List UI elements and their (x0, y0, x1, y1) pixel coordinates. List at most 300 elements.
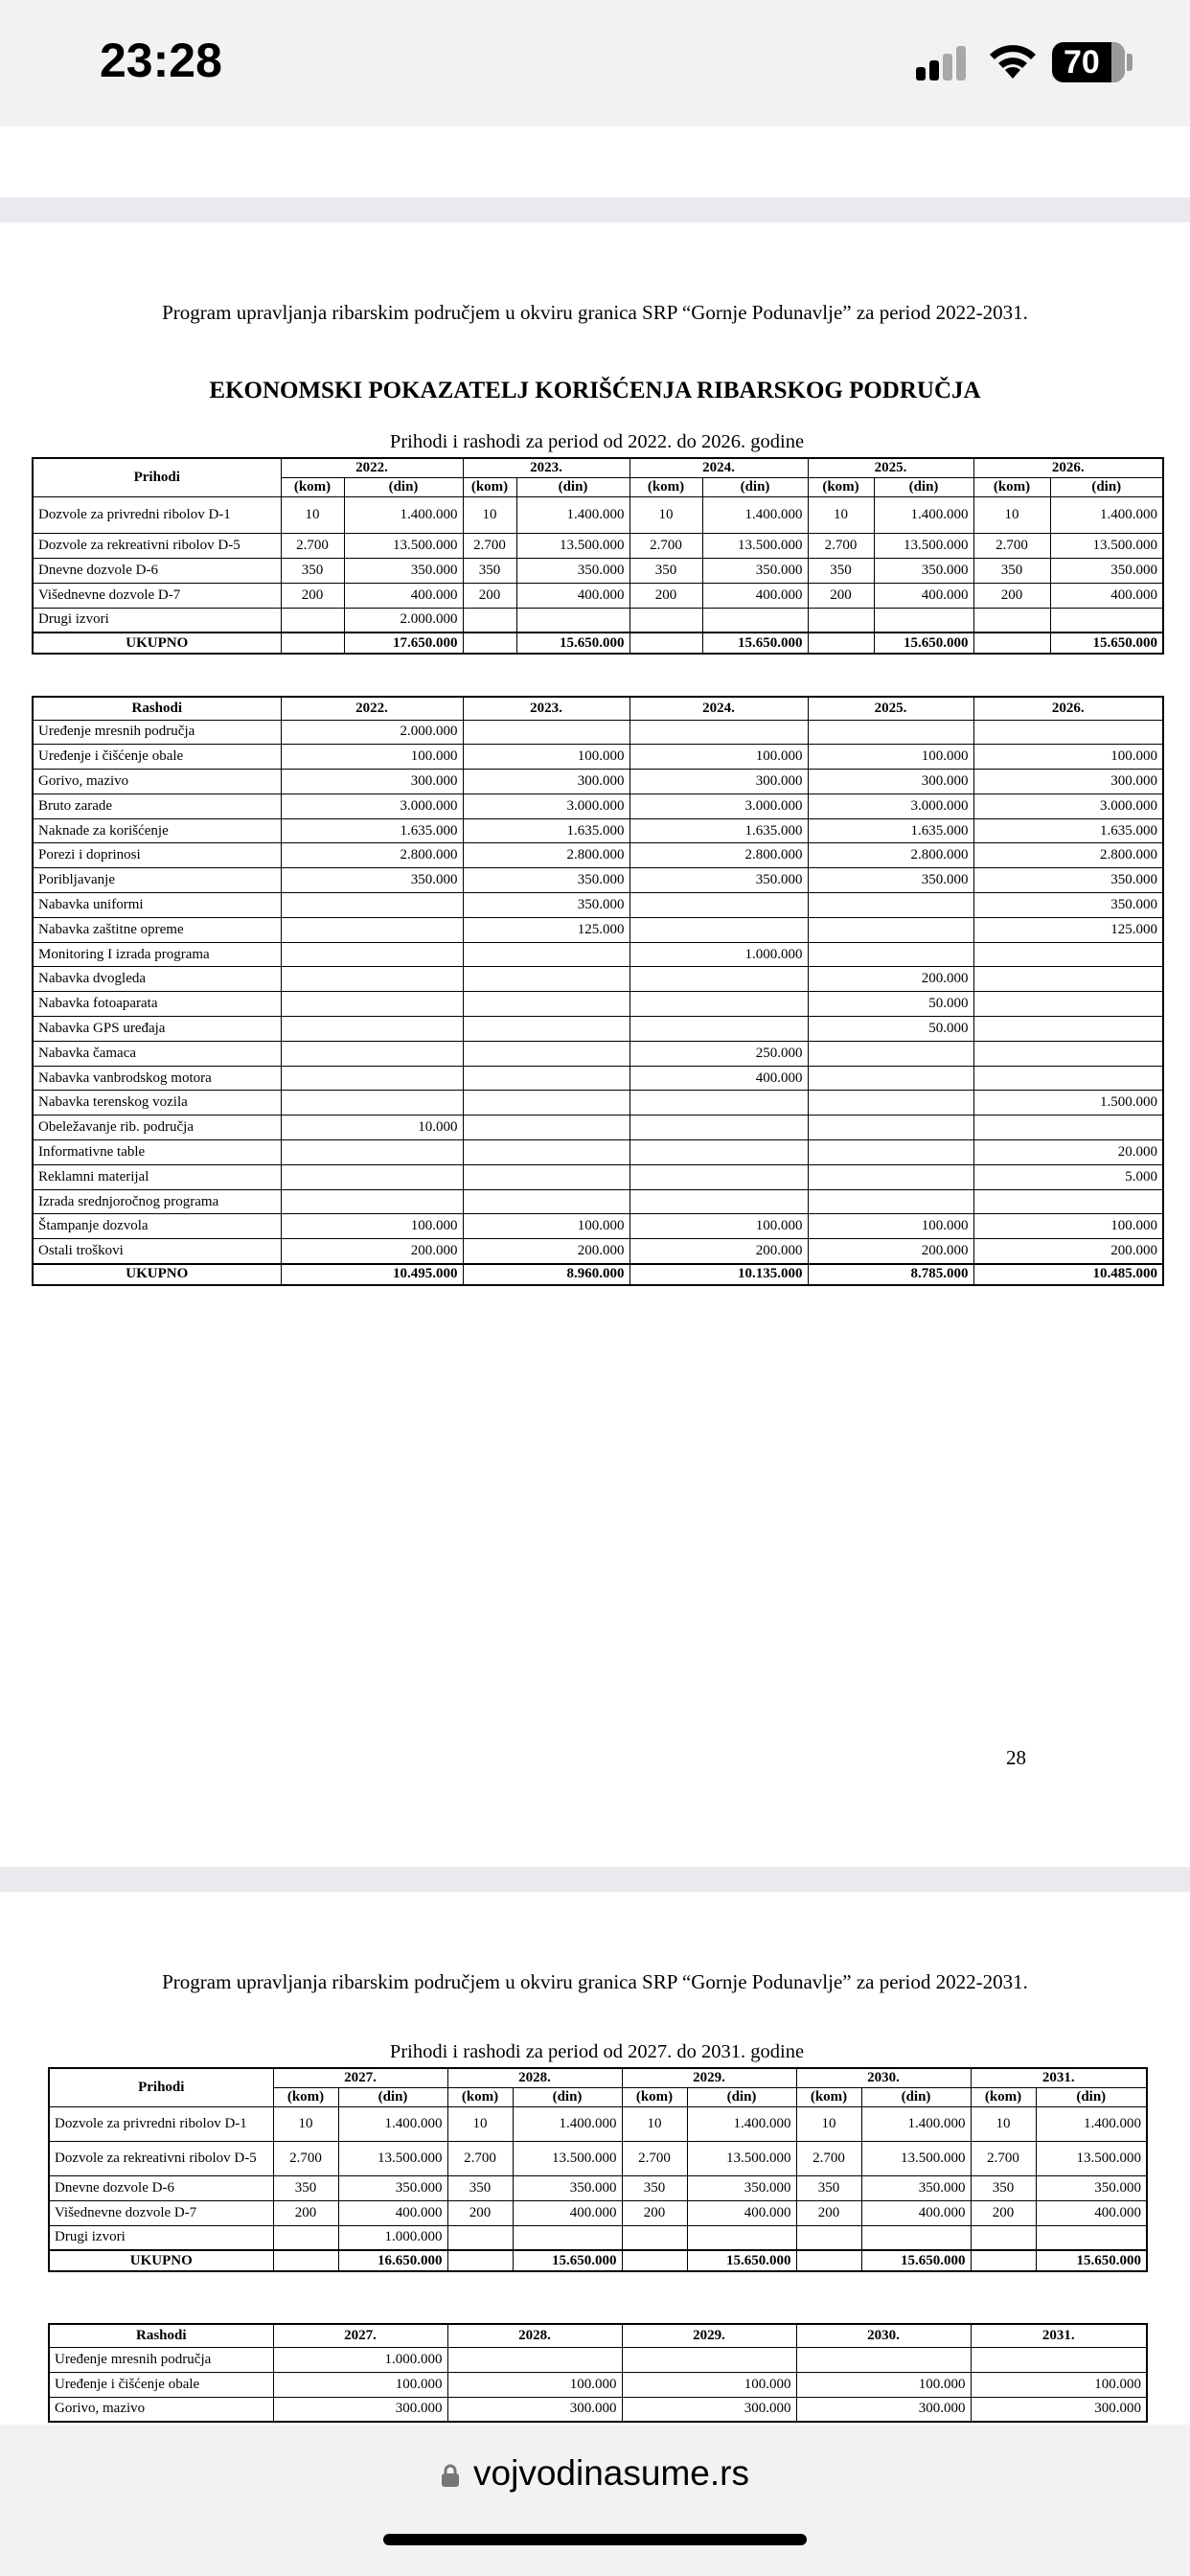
amount-cell (629, 1017, 808, 1042)
total-cell (463, 632, 516, 654)
table-row (33, 967, 1163, 992)
amount-cell: 13.500.000 (338, 2141, 447, 2175)
total-cell: 10.495.000 (281, 1264, 463, 1285)
total-cell: 15.650.000 (687, 2250, 796, 2271)
amount-cell: 350.000 (687, 2175, 796, 2200)
table-row (33, 1041, 1163, 1066)
amount-cell (463, 1116, 629, 1140)
amount-cell (629, 1140, 808, 1165)
amount-cell: 300.000 (971, 2397, 1147, 2422)
unit-kom-header: (kom) (273, 2087, 338, 2106)
amount-cell (463, 1017, 629, 1042)
quantity-cell: 2.700 (973, 533, 1050, 558)
amount-cell (447, 2347, 622, 2372)
row-label: Dnevne dozvole D-6 (49, 2175, 273, 2200)
amount-cell: 3.000.000 (629, 794, 808, 818)
amount-cell: 2.800.000 (973, 843, 1163, 868)
total-row (33, 632, 1163, 654)
amount-cell: 100.000 (629, 745, 808, 770)
amount-cell: 200.000 (808, 1239, 973, 1264)
row-label: Nabavka vanbrodskog motora (33, 1066, 281, 1091)
quantity-cell: 2.700 (808, 533, 874, 558)
quantity-cell (273, 2225, 338, 2250)
amount-cell: 100.000 (796, 2372, 971, 2397)
amount-cell: 350.000 (808, 868, 973, 893)
amount-cell: 350.000 (861, 2175, 971, 2200)
row-label: Višednevne dozvole D-7 (49, 2200, 273, 2225)
quantity-cell: 10 (447, 2106, 513, 2141)
amount-cell (629, 992, 808, 1017)
amount-cell: 13.500.000 (702, 533, 808, 558)
quantity-cell: 2.700 (971, 2141, 1036, 2175)
table-row (49, 2141, 1147, 2175)
amount-cell: 1.000.000 (273, 2347, 447, 2372)
amount-cell (281, 942, 463, 967)
row-label: Nabavka uniformi (33, 893, 281, 918)
status-time: 23:28 (100, 34, 222, 87)
total-cell: 15.650.000 (516, 632, 629, 654)
unit-kom-header: (kom) (808, 477, 874, 496)
amount-cell (463, 1041, 629, 1066)
amount-cell: 400.000 (629, 1066, 808, 1091)
quantity-cell: 2.700 (622, 2141, 687, 2175)
amount-cell (808, 1041, 973, 1066)
amount-cell (808, 1116, 973, 1140)
table-row (33, 1239, 1163, 1264)
total-cell: 15.650.000 (874, 632, 973, 654)
row-label: Dnevne dozvole D-6 (33, 558, 281, 583)
amount-cell: 350.000 (516, 558, 629, 583)
row-label: Dozvole za rekreativni ribolov D-5 (49, 2141, 273, 2175)
year-header: 2030. (796, 2068, 971, 2087)
year-header: 2023. (463, 697, 629, 720)
quantity-cell: 200 (973, 583, 1050, 608)
amount-cell (281, 893, 463, 918)
total-cell: 16.650.000 (338, 2250, 447, 2271)
year-header: 2028. (447, 2068, 622, 2087)
amount-cell (629, 893, 808, 918)
amount-cell: 125.000 (463, 917, 629, 942)
total-cell (622, 2250, 687, 2271)
quantity-cell: 10 (622, 2106, 687, 2141)
row-label: Uređenje i čišćenje obale (33, 745, 281, 770)
amount-cell (973, 1116, 1163, 1140)
amount-cell (463, 1164, 629, 1189)
amount-cell: 300.000 (808, 770, 973, 794)
quantity-cell: 350 (447, 2175, 513, 2200)
amount-cell (971, 2347, 1147, 2372)
amount-cell: 350.000 (874, 558, 973, 583)
amount-cell: 350.000 (463, 893, 629, 918)
unit-kom-header: (kom) (622, 2087, 687, 2106)
browser-bottom-bar (0, 2425, 1190, 2576)
amount-cell: 125.000 (973, 917, 1163, 942)
amount-cell (808, 1140, 973, 1165)
amount-cell (629, 1116, 808, 1140)
home-indicator[interactable] (383, 2534, 807, 2545)
table-row (49, 2106, 1147, 2141)
amount-cell: 3.000.000 (281, 794, 463, 818)
lock-icon (441, 2464, 460, 2487)
quantity-cell: 10 (281, 496, 344, 533)
amount-cell: 2.000.000 (344, 608, 463, 632)
expenses-table (48, 2323, 1148, 2423)
table-row (33, 583, 1163, 608)
amount-cell: 1.635.000 (808, 818, 973, 843)
quantity-cell: 200 (808, 583, 874, 608)
address-bar[interactable] (0, 2453, 1190, 2494)
url-text: vojvodinasume.rs (473, 2453, 749, 2493)
total-cell (629, 632, 702, 654)
amount-cell: 400.000 (516, 583, 629, 608)
unit-kom-header: (kom) (629, 477, 702, 496)
page-header: Program upravljanja ribarskim područjem u okviru granica SRP “Gornje Podunavlje” za period 2022-2031. (162, 301, 1028, 324)
quantity-cell: 2.700 (447, 2141, 513, 2175)
unit-din-header: (din) (874, 477, 973, 496)
amount-cell: 20.000 (973, 1140, 1163, 1165)
total-cell (808, 632, 874, 654)
row-label: Nabavka zaštitne opreme (33, 917, 281, 942)
table-row (49, 2347, 1147, 2372)
year-header: 2028. (447, 2324, 622, 2347)
total-label: UKUPNO (49, 2250, 273, 2271)
unit-din-header: (din) (861, 2087, 971, 2106)
row-label: Izrada srednjoročnog programa (33, 1189, 281, 1214)
amount-cell: 100.000 (808, 745, 973, 770)
amount-cell (281, 1066, 463, 1091)
amount-cell (281, 917, 463, 942)
amount-cell: 400.000 (687, 2200, 796, 2225)
amount-cell (281, 1091, 463, 1116)
table-caption: Prihodi i rashodi za period od 2022. do 2026. godine (389, 431, 805, 452)
amount-cell (808, 1066, 973, 1091)
row-label: Nabavka dvogleda (33, 967, 281, 992)
amount-cell: 100.000 (281, 745, 463, 770)
amount-cell: 100.000 (463, 745, 629, 770)
total-cell: 15.650.000 (513, 2250, 622, 2271)
amount-cell (629, 917, 808, 942)
amount-cell: 350.000 (973, 868, 1163, 893)
quantity-cell (447, 2225, 513, 2250)
amount-cell (516, 608, 629, 632)
table-row (49, 2175, 1147, 2200)
income-header: Prihodi (33, 458, 281, 496)
amount-cell: 1.400.000 (702, 496, 808, 533)
battery-icon (1052, 42, 1125, 82)
amount-cell: 400.000 (1036, 2200, 1147, 2225)
row-label: Porezi i doprinosi (33, 843, 281, 868)
table-row (33, 1140, 1163, 1165)
quantity-cell: 350 (463, 558, 516, 583)
year-header: 2026. (973, 458, 1163, 477)
amount-cell: 400.000 (861, 2200, 971, 2225)
table-row (33, 1214, 1163, 1239)
amount-cell (808, 720, 973, 745)
table-row (33, 917, 1163, 942)
table-row (33, 720, 1163, 745)
total-cell: 17.650.000 (344, 632, 463, 654)
amount-cell: 300.000 (281, 770, 463, 794)
amount-cell: 400.000 (874, 583, 973, 608)
year-header: 2031. (971, 2324, 1147, 2347)
quantity-cell: 2.700 (796, 2141, 861, 2175)
row-label: Dozvole za rekreativni ribolov D-5 (33, 533, 281, 558)
quantity-cell: 2.700 (629, 533, 702, 558)
expenses-header: Rashodi (49, 2324, 273, 2347)
table-row (33, 496, 1163, 533)
amount-cell: 3.000.000 (973, 794, 1163, 818)
amount-cell (281, 992, 463, 1017)
amount-cell (281, 967, 463, 992)
quantity-cell (796, 2225, 861, 2250)
amount-cell: 200.000 (281, 1239, 463, 1264)
amount-cell (808, 1189, 973, 1214)
total-cell (971, 2250, 1036, 2271)
amount-cell: 3.000.000 (463, 794, 629, 818)
table-row (33, 1116, 1163, 1140)
quantity-cell: 350 (973, 558, 1050, 583)
amount-cell (973, 1017, 1163, 1042)
quantity-cell: 350 (971, 2175, 1036, 2200)
total-cell: 8.785.000 (808, 1264, 973, 1285)
amount-cell: 350.000 (973, 893, 1163, 918)
total-cell: 15.650.000 (861, 2250, 971, 2271)
amount-cell: 1.000.000 (629, 942, 808, 967)
unit-kom-header: (kom) (973, 477, 1050, 496)
amount-cell (463, 720, 629, 745)
amount-cell: 13.500.000 (861, 2141, 971, 2175)
amount-cell: 1.635.000 (973, 818, 1163, 843)
unit-din-header: (din) (1036, 2087, 1147, 2106)
amount-cell: 300.000 (463, 770, 629, 794)
amount-cell: 350.000 (281, 868, 463, 893)
unit-din-header: (din) (344, 477, 463, 496)
amount-cell: 5.000 (973, 1164, 1163, 1189)
year-header: 2022. (281, 458, 463, 477)
table-row (33, 843, 1163, 868)
year-header: 2024. (629, 458, 808, 477)
amount-cell (973, 720, 1163, 745)
income-header: Prihodi (49, 2068, 273, 2106)
year-header: 2029. (622, 2068, 796, 2087)
amount-cell: 100.000 (463, 1214, 629, 1239)
row-label: Višednevne dozvole D-7 (33, 583, 281, 608)
amount-cell (973, 967, 1163, 992)
amount-cell: 2.800.000 (463, 843, 629, 868)
amount-cell: 2.800.000 (808, 843, 973, 868)
table-row (33, 893, 1163, 918)
amount-cell (1036, 2225, 1147, 2250)
quantity-cell: 350 (796, 2175, 861, 2200)
table-row (49, 2225, 1147, 2250)
table-row (33, 533, 1163, 558)
unit-din-header: (din) (516, 477, 629, 496)
amount-cell: 300.000 (796, 2397, 971, 2422)
amount-cell: 200.000 (808, 967, 973, 992)
amount-cell (281, 1140, 463, 1165)
amount-cell: 50.000 (808, 1017, 973, 1042)
year-header: 2025. (808, 458, 973, 477)
amount-cell: 300.000 (273, 2397, 447, 2422)
quantity-cell (622, 2225, 687, 2250)
quantity-cell: 350 (622, 2175, 687, 2200)
row-label: Nabavka čamaca (33, 1041, 281, 1066)
amount-cell (808, 1164, 973, 1189)
amount-cell: 1.400.000 (344, 496, 463, 533)
amount-cell: 13.500.000 (344, 533, 463, 558)
amount-cell (629, 967, 808, 992)
amount-cell (281, 1017, 463, 1042)
table-row (33, 745, 1163, 770)
quantity-cell: 10 (796, 2106, 861, 2141)
amount-cell: 1.400.000 (513, 2106, 622, 2141)
unit-kom-header: (kom) (281, 477, 344, 496)
row-label: Uređenje mresnih područja (33, 720, 281, 745)
amount-cell (808, 893, 973, 918)
quantity-cell (808, 608, 874, 632)
quantity-cell (629, 608, 702, 632)
document-page-29 (0, 1892, 1190, 2425)
amount-cell: 2.800.000 (281, 843, 463, 868)
amount-cell (281, 1164, 463, 1189)
quantity-cell: 2.700 (463, 533, 516, 558)
unit-din-header: (din) (702, 477, 808, 496)
amount-cell: 100.000 (281, 1214, 463, 1239)
amount-cell: 3.000.000 (808, 794, 973, 818)
amount-cell: 400.000 (513, 2200, 622, 2225)
year-header: 2031. (971, 2068, 1147, 2087)
unit-din-header: (din) (1050, 477, 1163, 496)
total-cell (273, 2250, 338, 2271)
unit-kom-header: (kom) (796, 2087, 861, 2106)
amount-cell: 13.500.000 (1050, 533, 1163, 558)
amount-cell (629, 720, 808, 745)
amount-cell (874, 608, 973, 632)
row-label: Reklamni materijal (33, 1164, 281, 1189)
total-cell (973, 632, 1050, 654)
quantity-cell: 200 (971, 2200, 1036, 2225)
quantity-cell: 350 (629, 558, 702, 583)
total-cell: 10.485.000 (973, 1264, 1163, 1285)
amount-cell: 10.000 (281, 1116, 463, 1140)
table-row (33, 1164, 1163, 1189)
row-label: Poribljavanje (33, 868, 281, 893)
amount-cell: 200.000 (629, 1239, 808, 1264)
quantity-cell: 200 (622, 2200, 687, 2225)
row-label: Štampanje dozvola (33, 1214, 281, 1239)
amount-cell: 13.500.000 (513, 2141, 622, 2175)
amount-cell (808, 942, 973, 967)
amount-cell (973, 942, 1163, 967)
amount-cell: 100.000 (273, 2372, 447, 2397)
year-header: 2022. (281, 697, 463, 720)
row-label: Drugi izvori (33, 608, 281, 632)
row-label: Monitoring I izrada programa (33, 942, 281, 967)
amount-cell: 1.400.000 (874, 496, 973, 533)
wifi-icon (987, 38, 1039, 80)
amount-cell: 100.000 (447, 2372, 622, 2397)
amount-cell: 350.000 (338, 2175, 447, 2200)
table-row (33, 1017, 1163, 1042)
page-title: EKONOMSKI POKAZATELJ KORIŠĆENJA RIBARSKOG PODRUČJA (209, 378, 981, 403)
amount-cell (513, 2225, 622, 2250)
year-header: 2030. (796, 2324, 971, 2347)
row-label: Bruto zarade (33, 794, 281, 818)
amount-cell: 400.000 (1050, 583, 1163, 608)
quantity-cell: 200 (447, 2200, 513, 2225)
row-label: Naknade za korišćenje (33, 818, 281, 843)
unit-kom-header: (kom) (463, 477, 516, 496)
amount-cell: 1.400.000 (338, 2106, 447, 2141)
amount-cell (629, 1164, 808, 1189)
table-row (49, 2372, 1147, 2397)
total-cell: 15.650.000 (1036, 2250, 1147, 2271)
quantity-cell: 2.700 (273, 2141, 338, 2175)
amount-cell: 1.635.000 (463, 818, 629, 843)
quantity-cell: 200 (281, 583, 344, 608)
amount-cell: 350.000 (463, 868, 629, 893)
year-header: 2023. (463, 458, 629, 477)
amount-cell (629, 1091, 808, 1116)
amount-cell (463, 1140, 629, 1165)
amount-cell: 1.400.000 (516, 496, 629, 533)
amount-cell: 13.500.000 (687, 2141, 796, 2175)
table-caption: Prihodi i rashodi za period od 2027. do 2031. godine (389, 2041, 805, 2062)
total-cell (281, 632, 344, 654)
amount-cell (463, 992, 629, 1017)
cellular-signal-icon (916, 42, 970, 80)
table-row (33, 1066, 1163, 1091)
amount-cell: 50.000 (808, 992, 973, 1017)
row-label: Uređenje i čišćenje obale (49, 2372, 273, 2397)
income-table (32, 457, 1164, 655)
table-row (33, 794, 1163, 818)
expenses-table (32, 696, 1164, 1286)
quantity-cell (281, 608, 344, 632)
battery-level: 70 (1064, 44, 1100, 80)
quantity-cell: 200 (273, 2200, 338, 2225)
amount-cell (973, 1066, 1163, 1091)
amount-cell: 1.000.000 (338, 2225, 447, 2250)
amount-cell: 100.000 (622, 2372, 796, 2397)
quantity-cell (971, 2225, 1036, 2250)
year-header: 2027. (273, 2068, 447, 2087)
table-row (33, 608, 1163, 632)
total-row (49, 2250, 1147, 2271)
amount-cell: 250.000 (629, 1041, 808, 1066)
quantity-cell: 10 (629, 496, 702, 533)
amount-cell (463, 1091, 629, 1116)
amount-cell: 400.000 (338, 2200, 447, 2225)
year-header: 2029. (622, 2324, 796, 2347)
document-page-28 (0, 222, 1190, 1867)
total-cell: 8.960.000 (463, 1264, 629, 1285)
table-row (49, 2200, 1147, 2225)
amount-cell: 300.000 (622, 2397, 796, 2422)
amount-cell (629, 1189, 808, 1214)
quantity-cell: 10 (973, 496, 1050, 533)
amount-cell: 100.000 (629, 1214, 808, 1239)
amount-cell: 350.000 (629, 868, 808, 893)
income-table (48, 2067, 1148, 2272)
row-label: Gorivo, mazivo (33, 770, 281, 794)
amount-cell: 100.000 (973, 745, 1163, 770)
amount-cell (463, 967, 629, 992)
amount-cell (808, 917, 973, 942)
amount-cell: 350.000 (1036, 2175, 1147, 2200)
amount-cell (808, 1091, 973, 1116)
amount-cell (973, 992, 1163, 1017)
